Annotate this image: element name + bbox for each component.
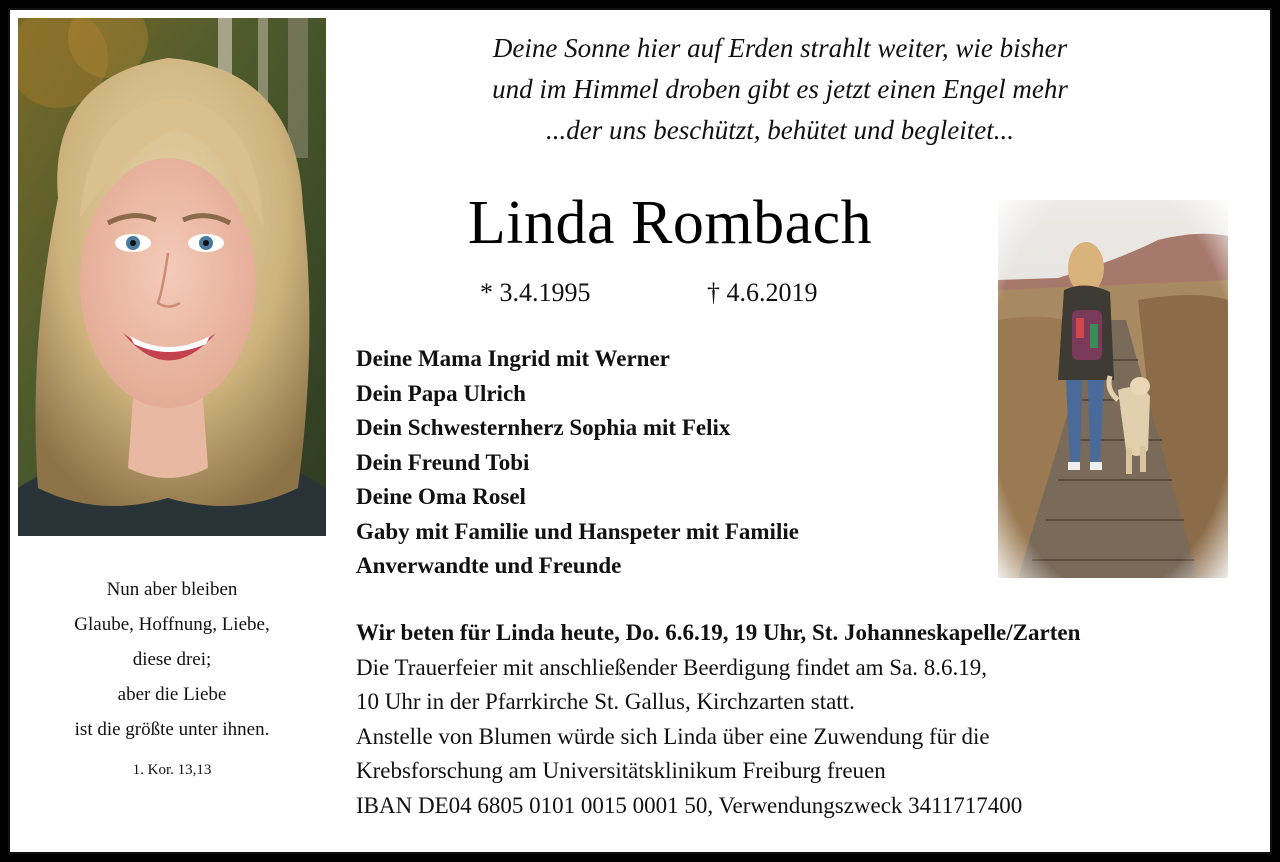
info-line: Anstelle von Blumen würde sich Linda über eine Zuwendung für die: [356, 723, 990, 749]
verse-line: diese drei;: [132, 649, 212, 670]
family-member: Gaby mit Familie und Hanspeter mit Familie: [356, 518, 799, 544]
service-info: [356, 616, 1256, 823]
verse-line: Nun aber bleiben: [106, 579, 238, 600]
memorial-quote: [350, 28, 1210, 151]
birth-date: * 3.4.1995: [480, 278, 591, 307]
family-member: Anverwandte und Freunde: [356, 553, 622, 578]
bible-verse: [10, 572, 334, 747]
deceased-name: Linda Rombach: [467, 189, 873, 257]
quote-line: und im Himmel droben gibt es jetzt einen Engel mehr: [492, 74, 1068, 104]
family-member: Deine Oma Rosel: [356, 484, 526, 509]
info-line: 10 Uhr in der Pfarrkirche St. Gallus, Kirchzarten statt.: [356, 689, 855, 714]
verse-line: ist die größte unter ihnen.: [74, 719, 270, 740]
family-list: [356, 342, 976, 584]
death-date: † 4.6.2019: [707, 278, 818, 307]
verse-reference: 1. Kor. 13,13: [132, 762, 212, 778]
prayer-announcement: Wir beten für Linda heute, Do. 6.6.19, 19 Uhr, St. Johanneskapelle/Zarten: [356, 620, 1081, 645]
verse-line: Glaube, Hoffnung, Liebe,: [74, 614, 270, 635]
quote-line: ...der uns beschützt, behütet und begleitet...: [546, 115, 1014, 145]
boardwalk-photo: [998, 200, 1228, 578]
info-line: Krebsforschung am Universitätsklinikum Freiburg freuen: [356, 758, 886, 783]
family-member: Dein Freund Tobi: [356, 449, 530, 475]
portrait-photo: [18, 18, 326, 536]
verse-line: aber die Liebe: [117, 684, 227, 705]
info-line: Die Trauerfeier mit anschließender Beerdigung findet am Sa. 8.6.19,: [356, 654, 988, 680]
family-member: Dein Schwesternherz Sophia mit Felix: [356, 415, 731, 440]
family-member: Deine Mama Ingrid mit Werner: [356, 346, 670, 371]
info-line: IBAN DE04 6805 0101 0015 0001 50, Verwendungszweck 3411717400: [356, 792, 1023, 818]
quote-line: Deine Sonne hier auf Erden strahlt weiter, wie bisher: [492, 33, 1068, 63]
obituary-frame: [8, 8, 1272, 854]
family-member: Dein Papa Ulrich: [356, 380, 526, 406]
